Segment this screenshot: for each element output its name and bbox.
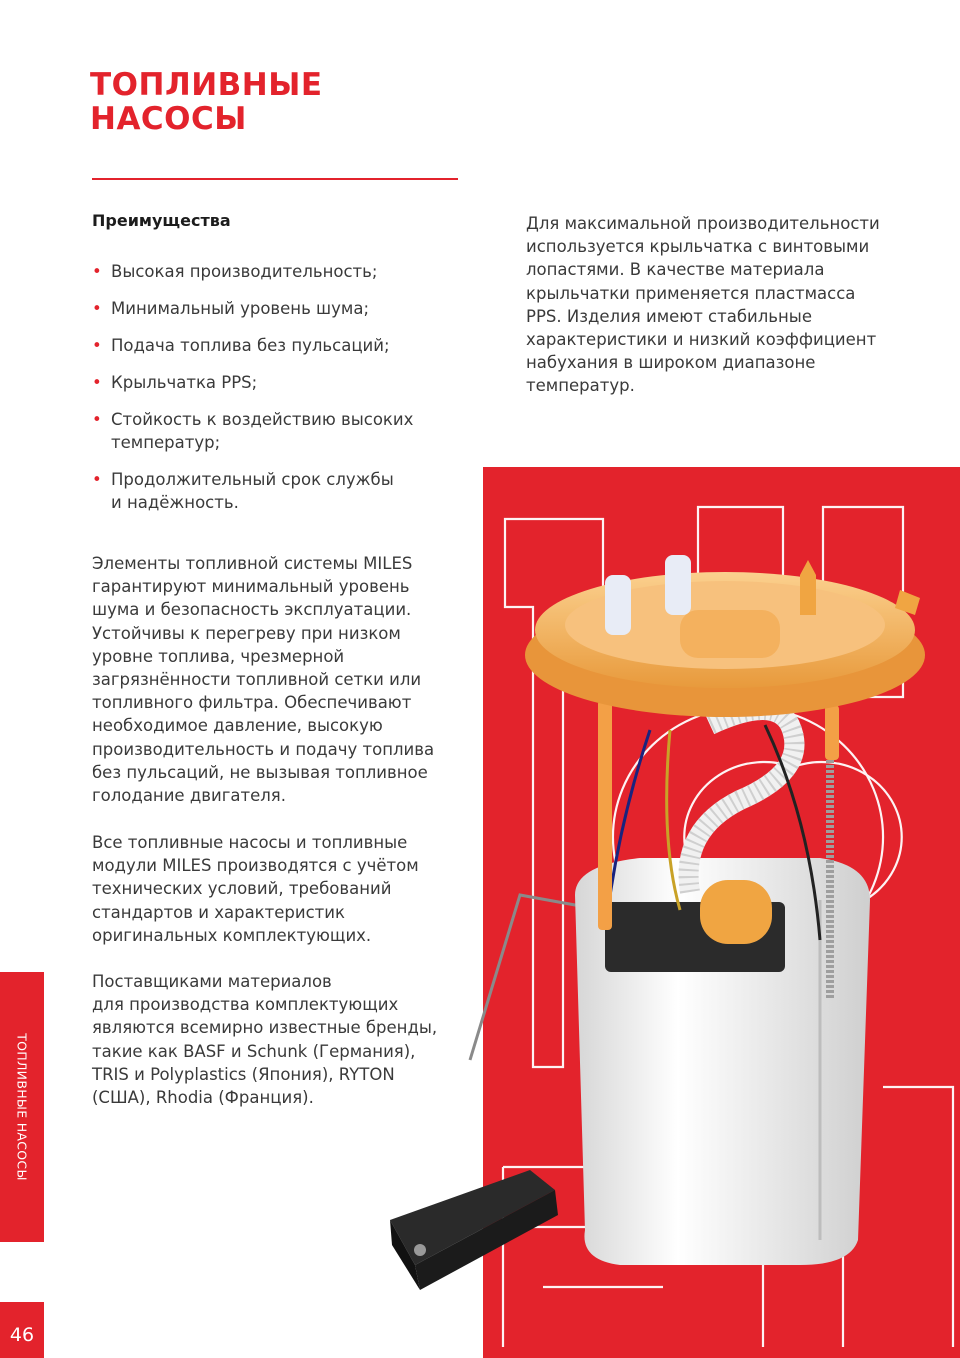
advantage-item <box>92 408 452 454</box>
text-line: топливного фильтра. Обеспечивают <box>92 693 412 713</box>
text-line: технических условий, требований <box>92 879 392 899</box>
advantage-text: Стойкость к воздействию высоких <box>111 410 414 429</box>
advantage-text-continued: и надёжность. <box>111 493 239 512</box>
text-line: модули MILES производятся с учётом <box>92 856 419 876</box>
text-line: голодание двигателя. <box>92 786 286 806</box>
pump-reservoir-body <box>575 858 870 1265</box>
advantage-item <box>92 334 452 357</box>
page-title <box>90 68 323 136</box>
text-line: Все топливные насосы и топливные <box>92 833 408 852</box>
title-divider <box>92 178 458 180</box>
advantages-list <box>92 260 452 528</box>
text-line: без пульсаций, не вызывая топливное <box>92 762 428 782</box>
title-line-1: ТОПЛИВНЫЕ <box>90 67 323 103</box>
text-line: Элементы топливной системы MILES <box>92 554 413 573</box>
title-line-2: НАСОСЫ <box>90 101 247 137</box>
fuel-level-float <box>390 1170 558 1290</box>
text-line: являются всемирно известные бренды, <box>92 1018 438 1038</box>
fuel-pump-module-image <box>380 520 920 1310</box>
text-line: стандартов и характеристик <box>92 902 345 922</box>
text-line: используется крыльчатка с винтовыми <box>526 237 870 257</box>
text-line: Устойчивы к перегреву при низком <box>92 623 401 643</box>
bullet-marker: • <box>92 470 102 489</box>
bullet-marker: • <box>92 410 102 429</box>
section-side-label: ТОПЛИВНЫЕ НАСОСЫ <box>14 1033 30 1181</box>
bullet-marker: • <box>92 336 102 355</box>
text-line: PPS. Изделия имеют стабильные <box>526 306 812 326</box>
impeller-paragraph <box>526 212 916 398</box>
text-line: оригинальных комплектующих. <box>92 925 372 945</box>
text-line: для производства комплектующих <box>92 995 399 1015</box>
page-number: 46 <box>9 1324 35 1346</box>
advantage-item <box>92 371 452 394</box>
advantage-text: Подача топлива без пульсаций; <box>111 336 390 355</box>
advantage-text: Минимальный уровень шума; <box>111 299 370 318</box>
advantage-item <box>92 260 452 283</box>
text-line: температур. <box>526 376 635 396</box>
text-line: (США), Rhodia (Франция). <box>92 1088 314 1108</box>
section-side-tab <box>0 972 44 1242</box>
text-line: уровне топлива, чрезмерной <box>92 646 345 666</box>
advantage-text: Крыльчатка PPS; <box>111 373 258 392</box>
text-line: необходимое давление, высокую <box>92 716 383 736</box>
text-line: такие как BASF и Schunk (Германия), <box>92 1041 416 1061</box>
bullet-marker: • <box>92 299 102 318</box>
top-flange <box>525 555 925 717</box>
text-line: набухания в широком диапазоне <box>526 353 816 373</box>
text-line: TRIS и Polyplastics (Япония), RYTON <box>92 1064 395 1084</box>
advantage-item <box>92 297 452 320</box>
advantages-heading: Преимущества <box>92 211 231 230</box>
advantage-item <box>92 468 452 514</box>
text-line: загрязнённости топливной сетки или <box>92 670 422 690</box>
advantage-text: Продолжительный срок службы <box>111 470 394 489</box>
text-line: Поставщиками материалов <box>92 972 332 991</box>
text-line: лопастями. В качестве материала <box>526 260 825 280</box>
advantage-text-continued: температур; <box>111 433 221 452</box>
text-line: крыльчатки применяется пластмасса <box>526 283 856 303</box>
page-number-box <box>0 1302 44 1358</box>
text-line: гарантируют минимальный уровень <box>92 577 410 597</box>
bullet-marker: • <box>92 262 102 281</box>
bullet-marker: • <box>92 373 102 392</box>
text-line: производительность и подачу топлива <box>92 739 435 759</box>
advantage-text: Высокая производительность; <box>111 262 378 281</box>
text-line: шума и безопасность эксплуатации. <box>92 600 412 620</box>
text-line: характеристики и низкий коэффициент <box>526 330 877 350</box>
text-line: Для максимальной производительности <box>526 214 880 233</box>
